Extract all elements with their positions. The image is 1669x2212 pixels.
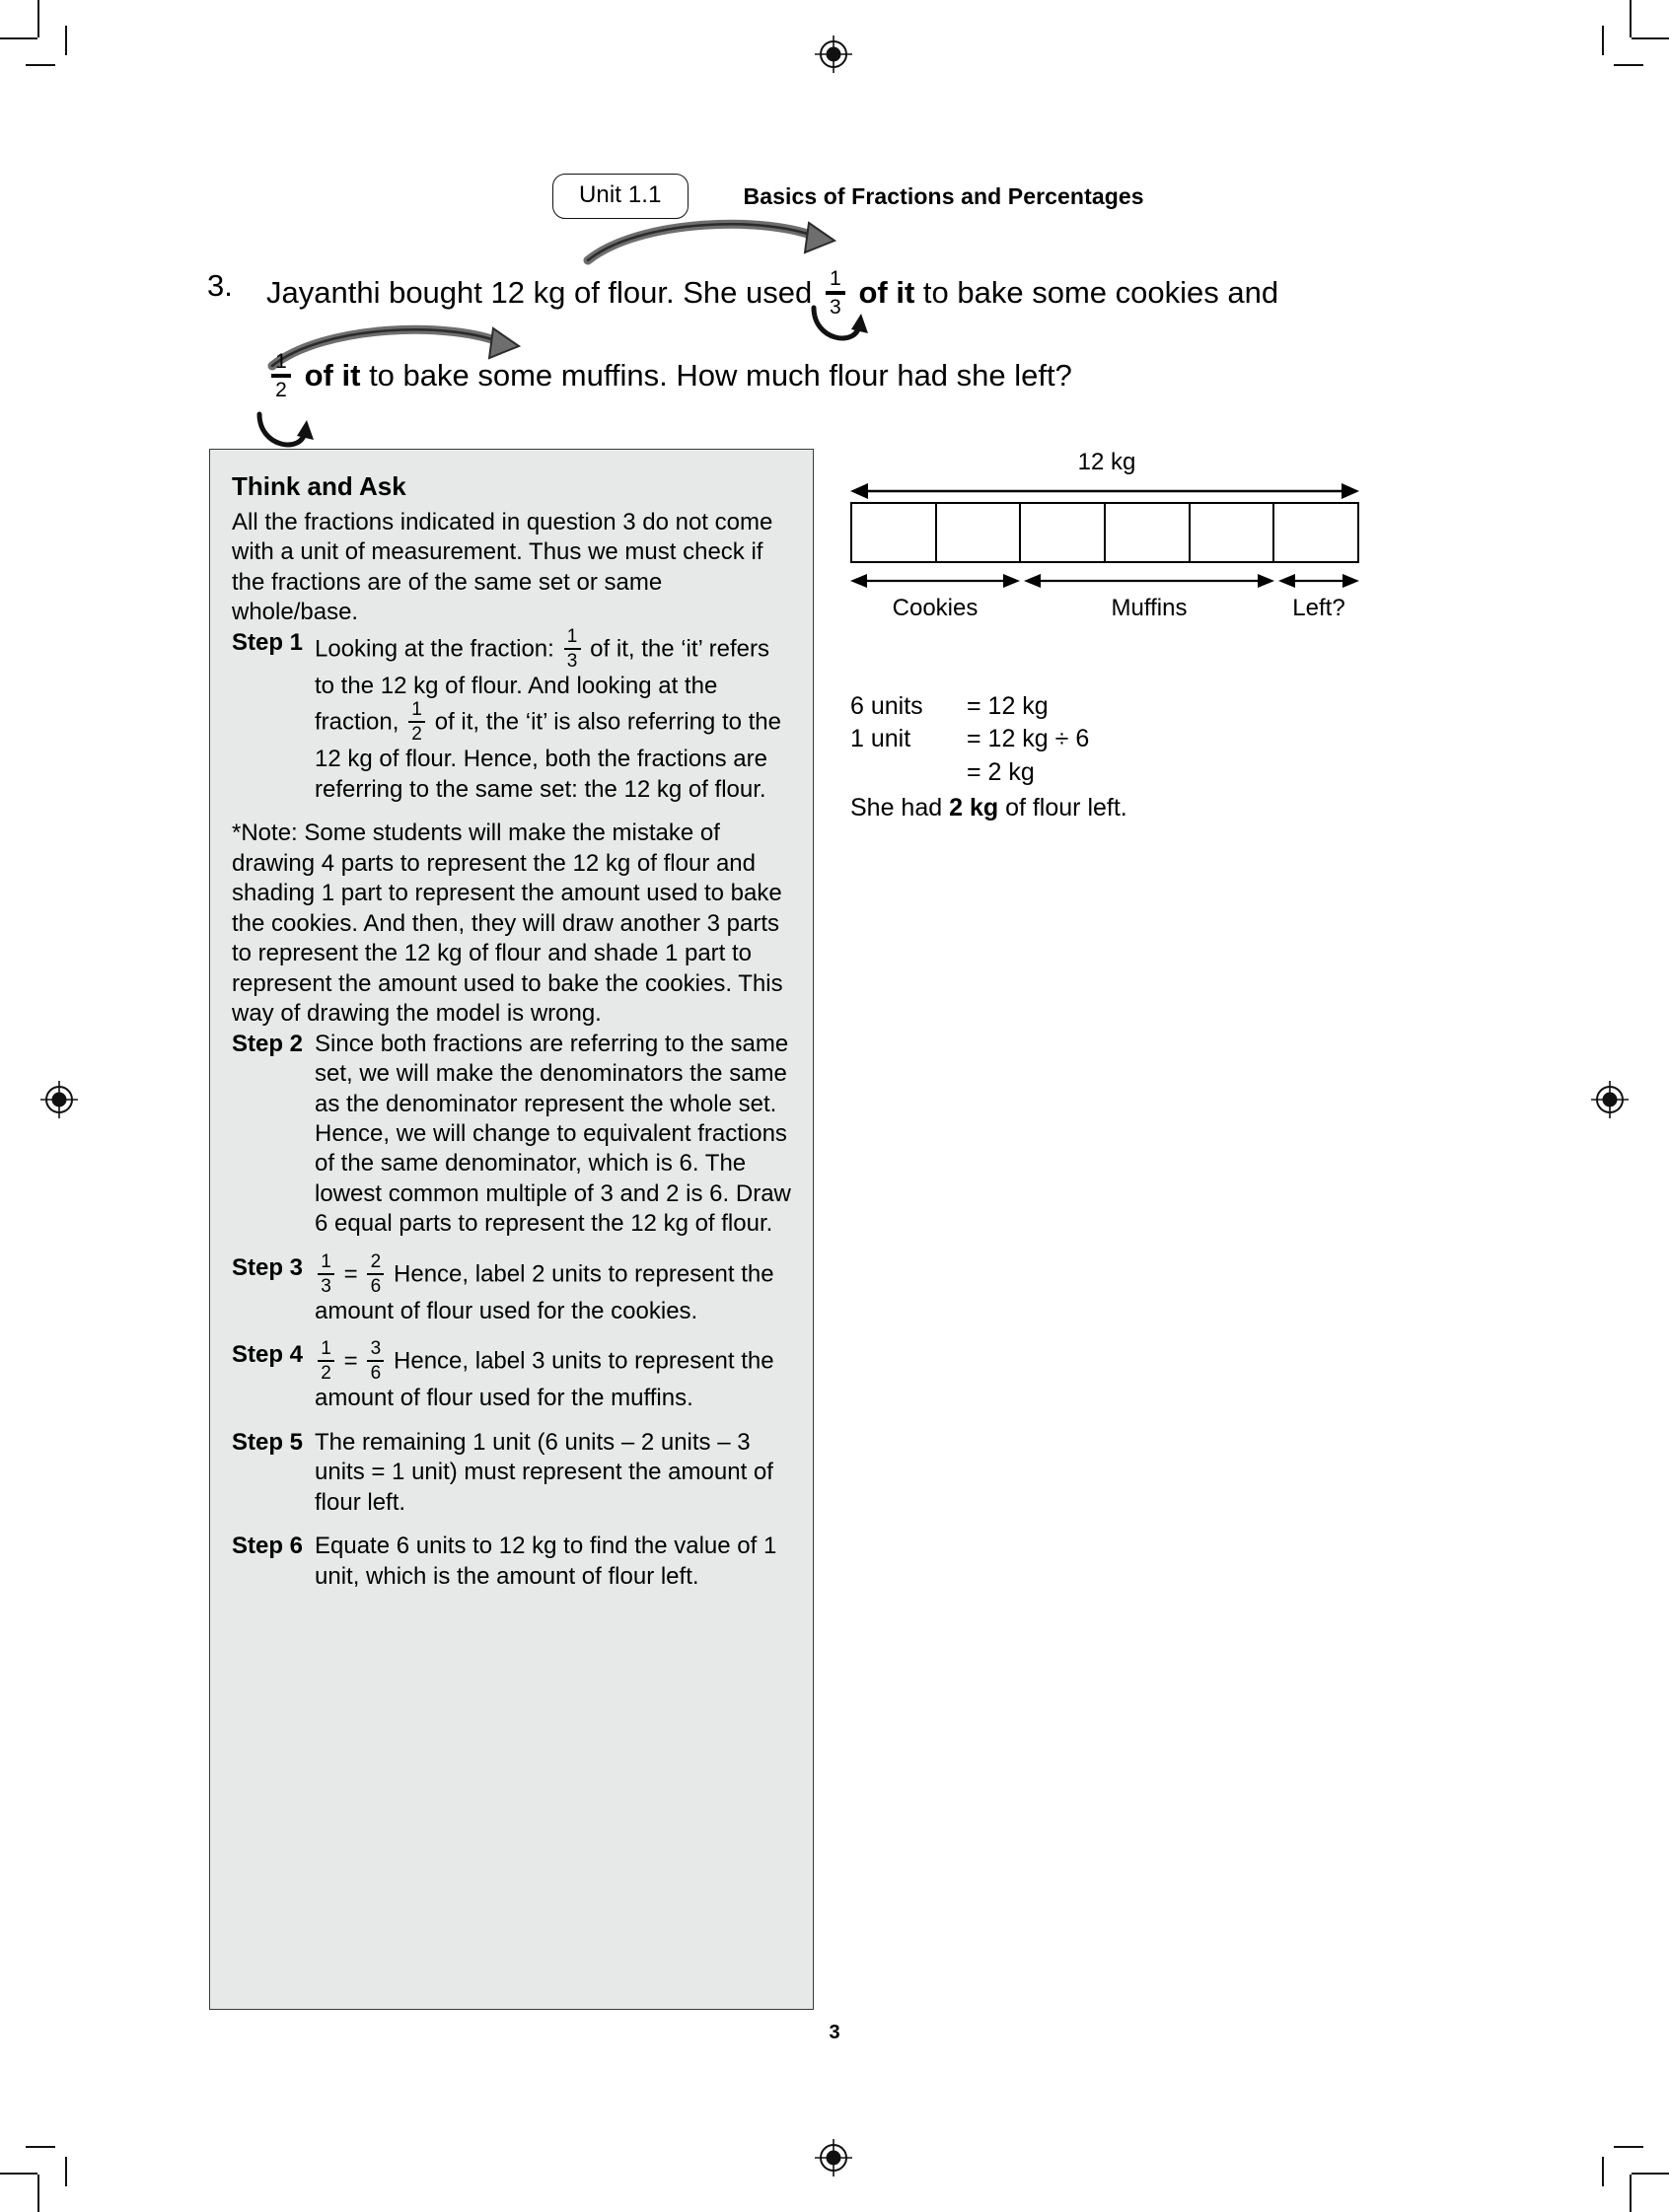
question-text-a: Jayanthi bought 12 kg of flour. She used <box>266 275 813 311</box>
question-number: 3. <box>207 268 233 303</box>
step-6 <box>232 1532 791 1592</box>
fraction-bar <box>826 291 845 295</box>
step-2 <box>232 1030 791 1240</box>
step-3 <box>232 1250 791 1326</box>
of-it-emphasis-1: of it <box>858 275 915 311</box>
step-4-label: Step 4 <box>232 1341 304 1369</box>
crop-mark-bottom-left-v <box>37 2175 39 2212</box>
step-1-label: Step 1 <box>232 628 304 656</box>
step-1 <box>232 625 791 805</box>
bracket-label-muffins: Muffins <box>1111 595 1188 621</box>
registration-target-top <box>814 35 853 74</box>
bar-model-cell <box>1106 504 1191 561</box>
crop-mark-inner-bottom-right-v <box>1602 2157 1604 2186</box>
bar-model-cell <box>852 504 937 561</box>
think-and-ask-panel <box>209 449 814 2010</box>
crop-mark-inner-bottom-right-h <box>1614 2146 1643 2148</box>
step-1-text-a: Looking at the fraction: <box>315 635 554 663</box>
registration-target-bottom <box>814 2138 853 2177</box>
fraction-one-half-step1: $\frac{1}{2}$ <box>408 700 425 744</box>
question-line-2 <box>207 350 1371 402</box>
fraction-bar <box>408 721 425 723</box>
panel-intro-text: All the fractions indicated in question 3 do not come with a unit of measurement. Thus we must check if the fractions are of the same set or same whole/base. <box>232 509 773 626</box>
calculation-row-3-value: = 2 kg <box>967 757 1035 786</box>
step-1-body <box>315 625 791 805</box>
calculation-row-2-value: = 12 kg ÷ 6 <box>967 725 1090 753</box>
equals-sign-step3: = <box>343 1260 358 1288</box>
crop-mark-inner-bottom-left-h <box>26 2146 55 2148</box>
crop-mark-inner-top-left-v <box>65 26 67 55</box>
fraction-two-sixths-step3: $\frac{2}{6}$ <box>367 1252 384 1296</box>
bar-model-total-label: 12 kg <box>1077 449 1136 475</box>
crop-mark-bottom-left-h <box>0 2173 37 2175</box>
calculation-row-1-label: 6 units <box>850 692 923 720</box>
crop-mark-top-left-h <box>0 37 37 39</box>
step-4 <box>232 1340 791 1413</box>
fraction-one-half: $\frac{1}{2}$ <box>271 351 291 400</box>
crop-mark-inner-top-left-h <box>26 64 55 66</box>
step-6-text: Equate 6 units to 12 kg to find the value of 1 unit, which is the amount of flour left. <box>315 1533 777 1590</box>
step-5-text: The remaining 1 unit (6 units – 2 units – 3 units = 1 unit) must represent the amount of flour left. <box>315 1428 773 1516</box>
bar-model-cell <box>1021 504 1106 561</box>
calculation-block <box>850 690 1363 824</box>
bar-model-cell <box>1191 504 1275 561</box>
unit-badge: Unit 1.1 <box>552 174 689 219</box>
calculation-answer <box>850 792 1363 824</box>
registration-target-left <box>39 1080 79 1119</box>
answer-suffix: of flour left. <box>998 793 1127 821</box>
page-header <box>552 174 1144 219</box>
question-block <box>207 264 1371 402</box>
crop-mark-top-left-v <box>37 0 39 37</box>
of-it-emphasis-2: of it <box>304 358 361 393</box>
step-1-text-b: of it, the ‘it’ refers to the 12 kg of flour. And looking at the fraction, <box>315 635 770 736</box>
bar-model-bracket-labels <box>850 595 1363 622</box>
step-2-text: Since both fractions are referring to the same set, we will make the denominators the same as the denominator represent the whole set. Hence, we will change to equivalent fractions of the same denominator, which is 6. The lowest common multiple of 3 and 2 is 6. Draw 6 equal parts to represent the 12 kg of flour. <box>315 1030 791 1238</box>
bar-model-cell <box>1274 504 1357 561</box>
crop-mark-inner-bottom-left-v <box>65 2157 67 2186</box>
fraction-bar <box>564 648 581 650</box>
calculation-row-2-label: 1 unit <box>850 725 911 753</box>
answer-value: 2 kg <box>949 793 999 821</box>
calculation-row-3 <box>850 756 1363 789</box>
page-title: Basics of Fractions and Percentages <box>743 182 1144 209</box>
bar-model-total-arrow <box>850 480 1363 502</box>
step-3-body <box>315 1250 791 1326</box>
bracket-label-cookies: Cookies <box>892 595 979 621</box>
fraction-bar <box>318 1273 334 1275</box>
bar-model-cell <box>937 504 1022 561</box>
step-5-label: Step 5 <box>232 1428 304 1456</box>
step-3-label: Step 3 <box>232 1253 304 1281</box>
question-text-line2: to bake some muffins. How much flour had she left? <box>369 358 1072 393</box>
bar-model-bar <box>850 502 1359 563</box>
fraction-one-third-step1: $\frac{1}{3}$ <box>564 627 581 671</box>
fraction-one-half-step4: $\frac{1}{2}$ <box>318 1339 334 1383</box>
step-3-text: Hence, label 2 units to represent the amount of flour used for the cookies. <box>315 1260 774 1324</box>
step-4-body <box>315 1340 791 1413</box>
fraction-one-third-step3: $\frac{1}{3}$ <box>318 1252 334 1296</box>
step-1-text-c: of it, the ‘it’ is also referring to the 12 kg of flour. Hence, both the fractions are referring to the same set: the 12 kg of flour. <box>315 708 781 803</box>
calculation-row-2 <box>850 723 1363 755</box>
fraction-bar <box>367 1360 384 1362</box>
fraction-bar <box>367 1273 384 1275</box>
registration-target-right <box>1590 1080 1630 1119</box>
bracket-label-left: Left? <box>1292 595 1345 621</box>
crop-mark-bottom-right-v <box>1630 2175 1632 2212</box>
page-number: 3 <box>829 2022 840 2043</box>
fraction-bar <box>318 1360 334 1362</box>
fraction-one-third: $\frac{1}{3}$ <box>826 268 845 318</box>
crop-mark-inner-top-right-v <box>1602 26 1604 55</box>
fraction-bar <box>271 374 291 378</box>
calculation-row-1-value: = 12 kg <box>967 692 1049 720</box>
crop-mark-bottom-right-h <box>1632 2173 1669 2175</box>
curved-arrow-gray-top <box>580 213 836 272</box>
equals-sign-step4: = <box>343 1347 358 1375</box>
crop-mark-top-right-v <box>1630 0 1632 37</box>
calculation-row-1 <box>850 690 1363 723</box>
crop-mark-inner-top-right-h <box>1614 64 1643 66</box>
question-line-1 <box>207 264 1371 320</box>
panel-note-text: *Note: Some students will make the mistake of drawing 4 parts to represent the 12 kg of flour and shading 1 part to represent the amount used to bake the cookies. And then, they will draw another 3 parts to represent the 12 kg of flour and shade 1 part to represent the amount used to bake the cookies. This way of drawing the model is wrong. <box>232 820 783 1028</box>
panel-title: Think and Ask <box>232 471 406 501</box>
step-6-label: Step 6 <box>232 1533 304 1560</box>
answer-prefix: She had <box>850 793 950 821</box>
calculation-row-3-label <box>850 756 967 789</box>
bar-model-bracket-arrows <box>850 570 1363 594</box>
fraction-three-sixths-step4: $\frac{3}{6}$ <box>367 1339 384 1383</box>
step-5 <box>232 1428 791 1518</box>
step-4-text: Hence, label 3 units to represent the amount of flour used for the muffins. <box>315 1347 774 1412</box>
crop-mark-top-right-h <box>1632 37 1669 39</box>
question-text-c: to bake some cookies and <box>922 275 1279 311</box>
bar-model-diagram <box>850 449 1363 622</box>
step-2-label: Step 2 <box>232 1030 304 1057</box>
